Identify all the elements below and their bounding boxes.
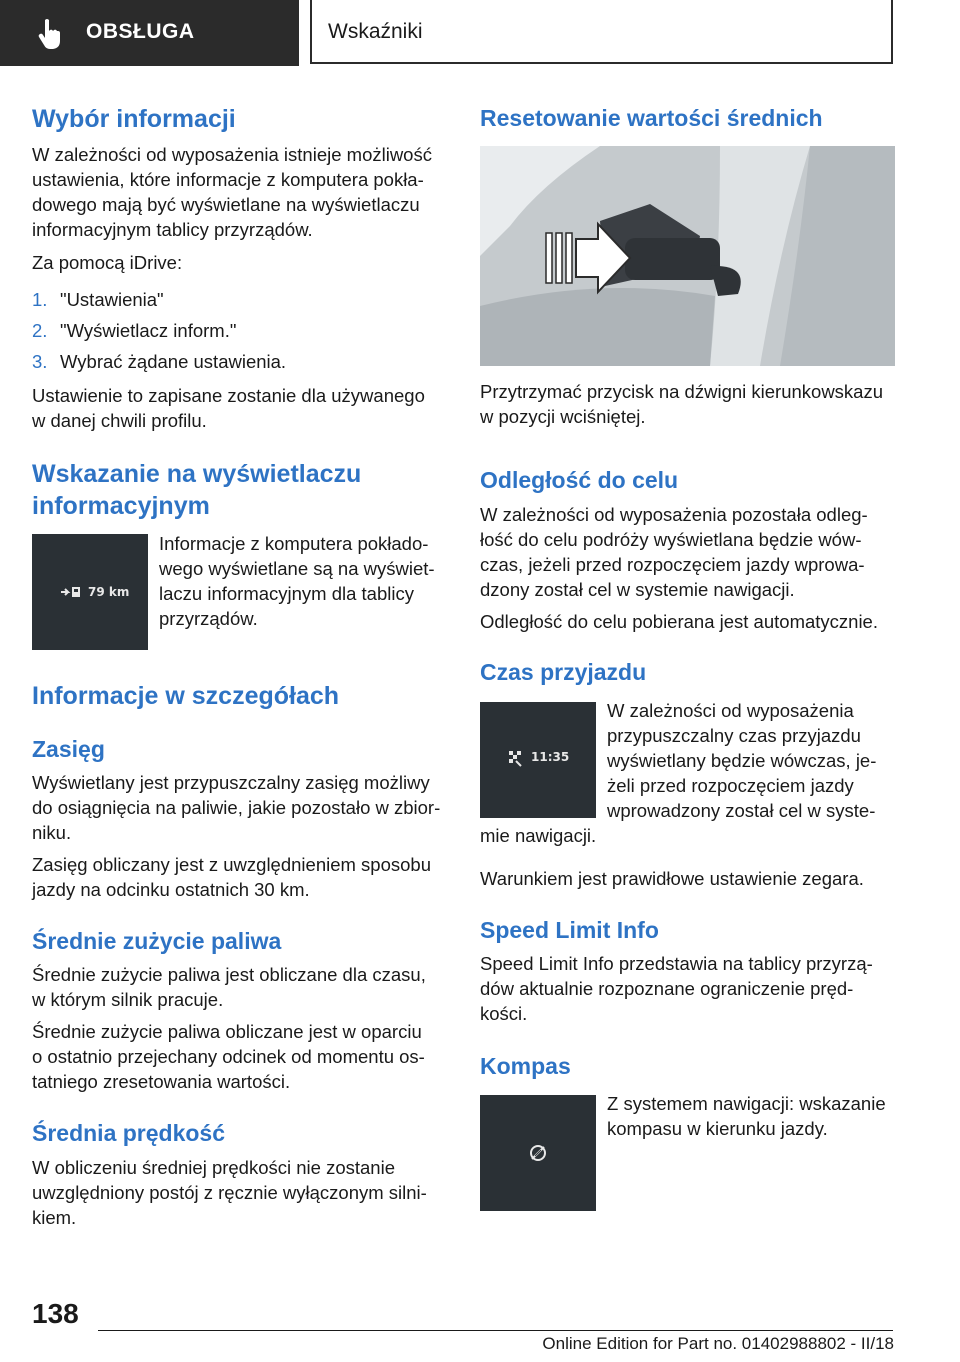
paragraph-czas: W zależności od wyposażenia przypuszczalny czas przyjazdu wyświetlany będzie wówczas, je- żeli przed rozpoczęciem jazdy wprowadzony został cel w syste- xyxy=(607,700,877,821)
flag-clock-icon xyxy=(507,749,525,767)
paragraph-zuzycie-2: Średnie zużycie paliwa obliczane jest w oparciu o ostatnio przejechany odcinek od momentu os- tatniego zresetowania wartości. xyxy=(32,1021,425,1092)
heading-szczegoly: Informacje w szczegółach xyxy=(32,682,340,710)
heading-zuzycie: Średnie zużycie paliwa xyxy=(32,928,282,954)
paragraph-profile: Ustawienie to zapisane zostanie dla używanego w danej chwili profilu. xyxy=(32,385,425,431)
arrival-time-display-image xyxy=(480,702,596,818)
heading-speed-limit: Speed Limit Info xyxy=(480,917,659,943)
paragraph-idrive: Za pomocą iDrive: xyxy=(32,252,183,273)
heading-odleglosc: Odległość do celu xyxy=(480,467,679,493)
paragraph-zasieg-1: Wyświetlany jest przypuszczalny zasięg możliwy do osiągnięcia na paliwie, jakie pozostało w zbior- niku. xyxy=(32,772,441,843)
paragraph-reset: Przytrzymać przycisk na dźwigni kierunkowskazu w pozycji wciśniętej. xyxy=(480,381,884,427)
chapter-title: Wskaźniki xyxy=(328,20,423,43)
section-tab-label: OBSŁUGA xyxy=(86,20,195,43)
compass-icon xyxy=(528,1143,548,1163)
footer-edition: Online Edition for Part no. 01402988802 - II/18 xyxy=(542,1334,894,1353)
paragraph-czas-tail: mie nawigacji. xyxy=(480,825,597,846)
paragraph-zegar: Warunkiem jest prawidłowe ustawienie zegara. xyxy=(480,868,864,889)
range-value: 79 km xyxy=(88,585,130,599)
heading-reset: Resetowanie wartości średnich xyxy=(480,105,823,131)
paragraph-speed-limit: Speed Limit Info przedstawia na tablicy przyrzą- dów aktualnie rozpoznane ograniczenie pręd- kości. xyxy=(480,953,873,1024)
heading-predkosc: Średnia prędkość xyxy=(32,1120,226,1146)
arrival-time-value: 11:35 xyxy=(531,750,570,764)
page-number: 138 xyxy=(32,1298,79,1329)
paragraph-wskazanie: Informacje z komputera pokłado- wego wyświetlane są na wyświet- laczu informacyjnym dla tablicy przyrządów. xyxy=(159,533,435,629)
heading-wybor-informacji: Wybór informacji xyxy=(32,105,236,133)
fuel-range-icon xyxy=(60,586,82,598)
paragraph-zasieg-2: Zasięg obliczany jest z uwzględnieniem sposobu jazdy na odcinku ostatnich 30 km. xyxy=(32,854,431,900)
heading-zasieg: Zasięg xyxy=(32,736,105,762)
turn-signal-lever-photo xyxy=(480,146,895,366)
footer-divider xyxy=(98,1330,893,1331)
paragraph-wybor: W zależności od wyposażenia istnieje możliwość ustawienia, które informacje z komputera pokła- dowego mają być wyświetlane na wyświetlaczu informacyjnym tablicy przyrządów. xyxy=(32,144,432,240)
heading-czas: Czas przyjazdu xyxy=(480,659,647,685)
paragraph-zuzycie-1: Średnie zużycie paliwa jest obliczane dla czasu, w którym silnik pracuje. xyxy=(32,964,426,1010)
chapter-header xyxy=(310,0,893,64)
paragraph-odleglosc-1: W zależności od wyposażenia pozostała odleg- łość do celu podróży wyświetlana będzie wów- czas, jeżeli przed rozpoczęciem jazdy wprowa- dzony został cel w systemie nawigacji. xyxy=(480,504,868,600)
heading-wskazanie: Wskazanie na wyświetlaczu informacyjnym xyxy=(32,460,362,520)
paragraph-predkosc: W obliczeniu średniej prędkości nie zostanie uwzględniony postój z ręcznie wyłączonym silni- kiem. xyxy=(32,1157,427,1228)
heading-kompas: Kompas xyxy=(480,1053,571,1079)
section-tab[interactable] xyxy=(0,0,299,66)
hand-pointer-icon xyxy=(36,18,64,50)
paragraph-odleglosc-2: Odległość do celu pobierana jest automatycznie. xyxy=(480,611,878,632)
lever-illustration xyxy=(480,146,895,366)
compass-display-image xyxy=(480,1095,596,1211)
range-display-image xyxy=(32,534,148,650)
paragraph-kompas: Z systemem nawigacji: wskazanie kompasu w kierunku jazdy. xyxy=(607,1093,886,1139)
